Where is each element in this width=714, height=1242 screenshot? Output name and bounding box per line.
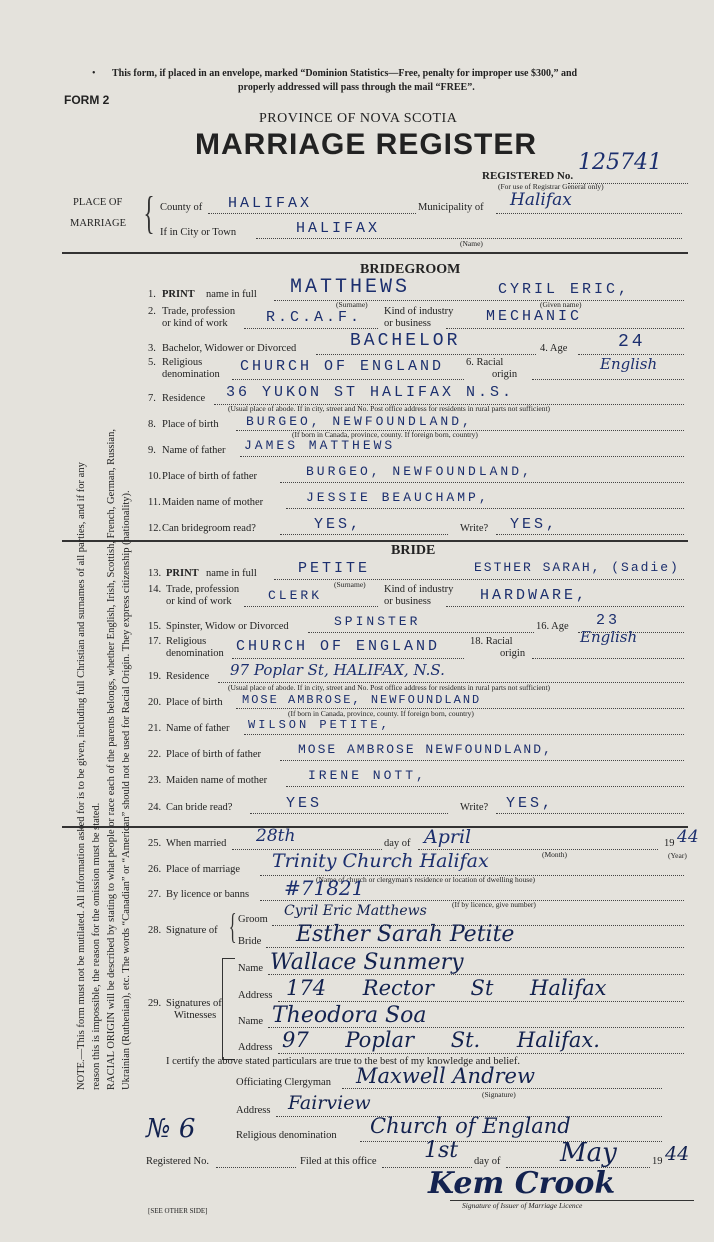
bride-industry-label-b: or business [384,596,431,607]
row-27-label: By licence or banns [166,889,250,900]
row-13-label: name in full [206,568,257,579]
witness-1-address: 174 Rector St Halifax [286,976,607,1000]
industry-label-a: Kind of industry [384,306,454,317]
bride-surname-note: (Surname) [334,580,366,589]
groom-trade: R.C.A.F. [266,309,363,326]
county-label: County of [160,202,203,213]
city-value: HALIFAX [296,220,381,237]
given-name-note: (Given name) [540,300,582,309]
form-label: FORM 2 [64,93,110,107]
place-brace: { [143,187,155,238]
groom-birthplace: BURGEO, NEWFOUNDLAND, [246,414,473,429]
groom-birthplace-note: (If born in Canada, province, county. If foreign born, country) [292,430,478,439]
row-5-number: 5. [148,357,156,368]
row-10-number: 10. [148,471,162,482]
row-23-label: Maiden name of mother [166,775,268,786]
clergy-label: Officiating Clergyman [236,1077,331,1088]
province-heading: PROVINCE OF NOVA SCOTIA [259,111,458,126]
groom-residence: 36 YUKON ST HALIFAX N.S. [226,384,515,401]
row-19-label: Residence [166,671,210,682]
municipality-value: Halifax [510,190,572,210]
bride-age: 23 [596,612,621,629]
bride-residence: 97 Poplar St, HALIFAX, N.S. [230,661,445,679]
row-1-number: 1. [148,289,156,300]
witness-2-name: Theodora Soa [272,1003,427,1028]
bride-heading: BRIDE [391,543,436,558]
bride-signature-label: Bride [238,936,262,947]
row-8-label: Place of birth [162,419,219,430]
row-23-number: 23. [148,775,162,786]
bride-industry: HARDWARE, [480,587,589,604]
row-13-print: PRINT [166,568,199,579]
row-28-label: Signature of [166,925,218,936]
row-24-number: 24. [148,802,162,813]
registered-number-value: 125741 [578,150,662,175]
row-21-label: Name of father [166,723,230,734]
groom-racial-origin: English [600,355,658,373]
signature-brace: { [228,906,237,946]
row-14-number: 14. [148,584,162,595]
licence-number: #71821 [284,876,365,900]
bride-religion: CHURCH OF ENGLAND [236,638,441,655]
groom-industry: MECHANIC [486,308,583,325]
row-22-number: 22. [148,749,162,760]
witness-2-address-label: Address [238,1042,273,1053]
side-note-2: reason this is impossible, the reason for the omission must be stated. [91,802,102,1090]
bride-racial-label-b: origin [500,648,526,659]
bride-signature: Esther Sarah Petite [296,922,515,947]
registered-no-label: Registered No. [146,1156,209,1167]
notice-dot: • [92,68,96,79]
marriage-place-note: (Name of church or clergyman's residence or location of dwelling house) [316,875,536,884]
row-11-label: Maiden name of mother [162,497,264,508]
witness-bracket [222,958,235,1060]
row-29-label-b: Witnesses [174,1010,217,1021]
row-3-label: Bachelor, Widower or Divorced [162,343,297,354]
bride-birthplace: MOSE AMBROSE, NEWFOUNDLAND [242,693,482,707]
row-17-label-a: Religious [166,636,207,647]
row-26-number: 26. [148,864,162,875]
groom-residence-note: (Usual place of abode. If in city, street and No. Post office address for residents in rural parts not sufficient) [228,404,551,413]
row-29-label-a: Signatures of [166,998,222,1009]
groom-age: 24 [618,332,646,352]
marriage-place: Trinity Church Halifax [272,850,489,872]
row-5-label-b: denomination [162,369,220,380]
row-9-number: 9. [148,445,156,456]
clergy-denomination: Church of England [370,1114,571,1138]
bride-racial-label-a: 18. Racial [470,636,513,647]
row-28-number: 28. [148,925,162,936]
groom-racial-label-b: origin [492,369,518,380]
row-25-number: 25. [148,838,162,849]
place-label-2: MARRIAGE [70,218,127,229]
row-17-number: 17. [148,636,162,647]
groom-age-label: 4. Age [540,343,568,354]
married-year: 44 [677,827,699,847]
groom-surname: MATTHEWS [290,276,411,299]
signature-note: (Signature) [482,1090,516,1099]
bride-can-write: YES, [506,795,555,812]
married-year-prefix: 19 [664,838,675,849]
side-note-4: Ukrainian (Ruthenian), etc. The words “Canadian” or “American” should not be used for Racial Origin. They express citizenship (nationality). [121,490,132,1090]
row-7-number: 7. [148,393,156,404]
row-8-number: 8. [148,419,156,430]
bride-industry-label-a: Kind of industry [384,584,454,595]
groom-mother: JESSIE BEAUCHAMP, [306,490,490,505]
row-17-label-b: denomination [166,648,224,659]
groom-signature-label: Groom [238,914,268,925]
witness-2-name-label: Name [238,1016,264,1027]
married-day-label: day of [384,838,411,849]
month-note: (Month) [542,850,567,859]
row-1-print: PRINT [162,289,195,300]
filed-day: 1st [424,1138,459,1163]
row-27-number: 27. [148,889,162,900]
row-19-number: 19. [148,671,162,682]
groom-can-write: YES, [510,516,559,533]
margin-note: № 6 [146,1114,196,1144]
witness-1-name: Wallace Sunmery [270,950,464,975]
issuer-note: Signature of Issuer of Marriage Licence [462,1201,583,1210]
bride-father: WILSON PETITE, [248,718,391,732]
groom-religion: CHURCH OF ENGLAND [240,358,445,375]
row-9-label: Name of father [162,445,226,456]
page-title: MARRIAGE REGISTER [195,128,538,161]
groom-father-birthplace: BURGEO, NEWFOUNDLAND, [306,464,533,479]
groom-signature: Cyril Eric Matthews [284,903,427,919]
registered-number-label: REGISTERED No. [482,170,574,182]
bridegroom-heading: BRIDEGROOM [360,262,461,277]
groom-racial-label-a: 6. Racial [466,357,504,368]
groom-given-name: CYRIL ERIC, [498,281,631,298]
row-20-number: 20. [148,697,162,708]
witness-1-address-label: Address [238,990,273,1001]
row-7-label: Residence [162,393,206,404]
row-29-number: 29. [148,998,162,1009]
notice-line-2: properly addressed will pass through the mail “FREE”. [238,82,475,93]
row-10-label: Place of birth of father [162,471,258,482]
bride-racial-origin: English [580,628,638,646]
witness-1-name-label: Name [238,963,264,974]
row-12-label: Can bridegroom read? [162,523,256,534]
row-21-number: 21. [148,723,162,734]
bride-age-label: 16. Age [536,621,569,632]
row-22-label: Place of birth of father [166,749,262,760]
bride-can-read: YES [286,795,323,812]
row-5-label-a: Religious [162,357,203,368]
municipality-label: Municipality of [418,202,484,213]
city-label: If in City or Town [160,227,237,238]
clergy-address: Fairview [288,1092,371,1114]
row-24-label: Can bride read? [166,802,233,813]
bride-residence-note: (Usual place of abode. If in city, street and No. Post office address for residents in rural parts not sufficient) [228,683,551,692]
row-12-number: 12. [148,523,162,534]
bride-surname: PETITE [298,560,371,577]
row-2-label-a: Trade, profession [162,306,236,317]
row-3-number: 3. [148,343,156,354]
bride-given-name: ESTHER SARAH, (Sadie) [474,560,680,575]
bride-mother: IRENE NOTT, [308,768,427,783]
row-15-label: Spinster, Widow or Divorced [166,621,289,632]
bride-status: SPINSTER [334,614,421,629]
denomination-label: Religious denomination [236,1130,337,1141]
filed-label: Filed at this office [300,1156,377,1167]
row-13-number: 13. [148,568,162,579]
side-note-1: NOTE.—This form must not be mutilated. All information asked for is to be given, including full Christian and surnames of all parties, and if for any [76,462,87,1090]
row-14-label-b: or kind of work [166,596,232,607]
groom-write-label: Write? [460,523,489,534]
licence-note: (If by licence, give number) [452,900,536,909]
row-2-label-b: or kind of work [162,318,228,329]
filed-year: 44 [665,1143,690,1165]
groom-father: JAMES MATTHEWS [244,438,396,453]
side-note-3: RACIAL ORIGIN will be described by stating to what people or race each of the parents belongs, whether English, Irish, Scottish, French, German, Russian, [106,429,117,1090]
bride-birthplace-note: (If born in Canada, province, county. If foreign born, country) [288,709,474,718]
clergy-signature: Maxwell Andrew [356,1064,535,1088]
bride-father-birthplace: MOSE AMBROSE NEWFOUNDLAND, [298,742,553,757]
row-20-label: Place of birth [166,697,223,708]
notice-line-1: This form, if placed in an envelope, marked “Dominion Statistics—Free, penalty for improper use $300,” and [112,68,578,79]
city-name-note: (Name) [460,239,483,248]
county-value: HALIFAX [228,195,313,212]
row-25-label: When married [166,838,227,849]
filed-year-prefix: 19 [652,1156,663,1167]
issuer-signature: Kem Crook [428,1166,616,1201]
bride-write-label: Write? [460,802,489,813]
clergy-address-label: Address [236,1105,271,1116]
filed-month: May [560,1138,617,1168]
row-1-label: name in full [206,289,257,300]
married-day: 28th [256,826,296,846]
groom-can-read: YES, [314,516,363,533]
row-11-number: 11. [148,497,161,508]
filed-day-label: day of [474,1156,501,1167]
certify-text: I certify the above stated particulars are true to the best of my knowledge and belief. [166,1056,520,1067]
row-14-label-a: Trade, profession [166,584,240,595]
industry-label-b: or business [384,318,431,329]
groom-status: BACHELOR [350,331,461,351]
see-other-side: [SEE OTHER SIDE] [148,1207,208,1215]
row-15-number: 15. [148,621,162,632]
surname-note: (Surname) [336,300,368,309]
place-label-1: PLACE OF [73,197,123,208]
witness-2-address: 97 Poplar St. Halifax. [282,1028,600,1052]
bride-trade: CLERK [268,588,323,603]
row-2-number: 2. [148,306,156,317]
row-26-label: Place of marriage [166,864,241,875]
registrar-note: (For use of Registrar General only) [498,182,604,191]
year-note: (Year) [668,851,687,860]
married-month: April [424,826,472,848]
